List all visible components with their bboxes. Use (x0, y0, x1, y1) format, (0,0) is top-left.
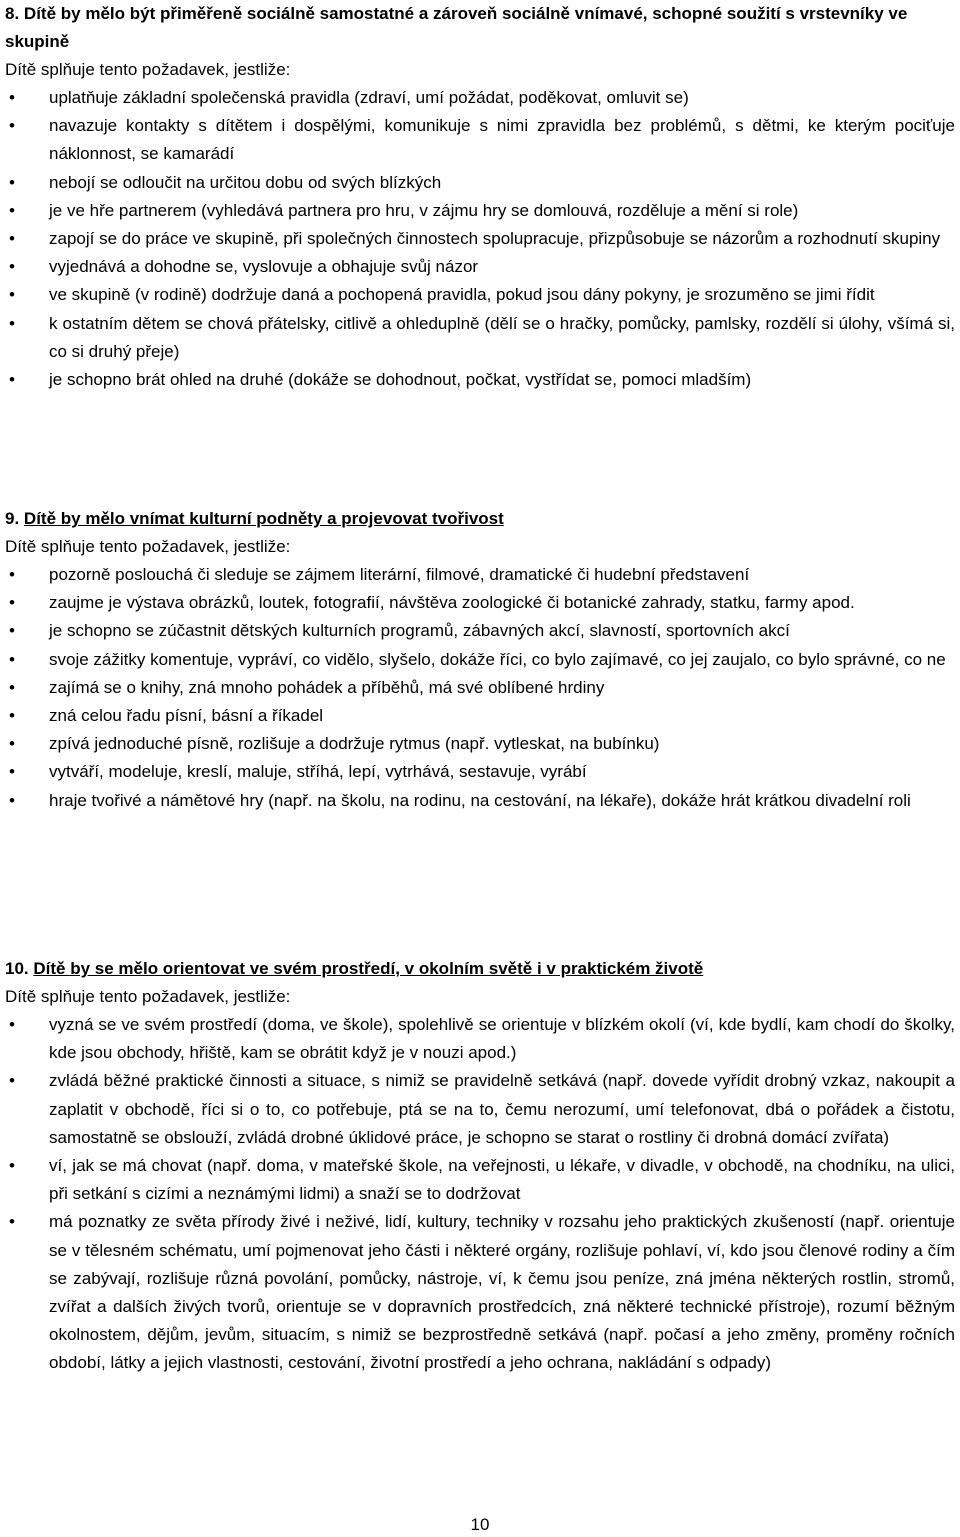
section-8 (5, 0, 955, 394)
list-item-text: zpívá jednoduché písně, rozlišuje a dodržuje rytmus (např. vytleskat, na bubínku) (49, 734, 660, 754)
list-item (5, 617, 955, 645)
list-item-text: vytváří, modeluje, kreslí, maluje, stříhá, lepí, vytrhává, sestavuje, vyrábí (49, 762, 587, 782)
list-item (5, 646, 955, 674)
bullet-icon: • (9, 1212, 15, 1232)
list-item (5, 281, 955, 309)
section-number: 10. (5, 959, 29, 978)
section-heading (5, 0, 955, 56)
list-item (5, 1011, 955, 1067)
section-9 (5, 505, 955, 815)
section-title: Dítě by mělo vnímat kulturní podněty a projevovat tvořivost (23, 509, 504, 528)
list-item (5, 84, 955, 112)
section-title: Dítě by se mělo orientovat ve svém prostředí, v okolním světě i v praktickém životě (33, 959, 704, 978)
list-item (5, 253, 955, 281)
list-item-text: je ve hře partnerem (vyhledává partnera pro hru, v zájmu hry se domlouvá, rozděluje a mění si role) (49, 200, 799, 220)
list-item (5, 225, 955, 253)
section-heading (5, 505, 955, 533)
list-item (5, 758, 955, 786)
bullet-icon: • (9, 593, 15, 613)
section-title: Dítě by mělo být přiměřeně sociálně samostatné a zároveň sociálně vnímavé, schopné soužití s vrstevníky ve skupině (5, 4, 908, 51)
list-item-text: ví, jak se má chovat (např. doma, v mateřské škole, na veřejnosti, u lékaře, v divadle, v obchodě, na chodníku, na ulici, při setkání s cizími a neznámými lidmi) a snaží se to dodržovat (49, 1156, 955, 1204)
list-item-text: zaujme je výstava obrázků, loutek, fotografií, návštěva zoologické či botanické zahrady, statku, farmy apod. (49, 593, 855, 613)
bullet-icon: • (9, 370, 15, 390)
bullet-icon: • (9, 677, 15, 697)
bullet-icon: • (9, 313, 15, 333)
list-item (5, 169, 955, 197)
bullet-icon: • (9, 762, 15, 782)
requirement-list (5, 561, 955, 815)
list-item (5, 1152, 955, 1208)
bullet-icon: • (9, 790, 15, 810)
list-item-text: svoje zážitky komentuje, vypráví, co vidělo, slyšelo, dokáže říci, co bylo zajímavé, co jej zaujalo, co bylo správné, co ne (49, 649, 946, 669)
bullet-icon: • (9, 116, 15, 136)
list-item (5, 787, 955, 815)
page-number: 10 (470, 1515, 490, 1534)
bullet-icon: • (9, 1015, 15, 1034)
list-item-text: vyjednává a dohodne se, vyslovuje a obhajuje svůj názor (49, 257, 479, 277)
section-intro: Dítě splňuje tento požadavek, jestliže: (5, 537, 291, 556)
list-item (5, 561, 955, 589)
bullet-icon: • (9, 172, 15, 192)
list-item (5, 1208, 955, 1377)
bullet-icon: • (9, 734, 15, 754)
section-number: 8. (5, 4, 20, 23)
list-item-text: ve skupině (v rodině) dodržuje daná a pochopená pravidla, pokud jsou dány pokyny, je srozuměno se jimi řídit (49, 285, 875, 305)
list-item (5, 197, 955, 225)
list-item-text: je schopno se zúčastnit dětských kulturních programů, zábavných akcí, slavností, sportovních akcí (49, 621, 790, 641)
bullet-icon: • (9, 200, 15, 220)
list-item (5, 310, 955, 366)
bullet-icon: • (9, 1071, 15, 1091)
list-item-text: uplatňuje základní společenská pravidla (zdraví, umí požádat, poděkovat, omluvit se) (49, 88, 689, 107)
list-item (5, 730, 955, 758)
bullet-icon: • (9, 565, 15, 584)
section-heading (5, 955, 955, 983)
list-item (5, 674, 955, 702)
requirement-list (5, 1011, 955, 1378)
bullet-icon: • (9, 88, 15, 107)
list-item-text: je schopno brát ohled na druhé (dokáže se dohodnout, počkat, vystřídat se, pomoci mladším) (49, 370, 752, 390)
bullet-icon: • (9, 257, 15, 277)
list-item (5, 589, 955, 617)
list-item-text: zvládá běžné praktické činnosti a situace, s nimiž se pravidelně setkává (např. dovede vyřídit drobný vzkaz, nakoupit a zaplatit v obchodě, říci si o to, co potřebuje, ptá se na to, čemu nerozumí, umí telefonovat, dbá o pořádek a čistotu, samostatně se obslouží, zvládá drobné úklidové práce, je schopno se starat o rostliny či drobná domácí zvířata) (49, 1071, 955, 1147)
requirement-list (5, 84, 955, 394)
list-item (5, 112, 955, 168)
bullet-icon: • (9, 229, 15, 249)
list-item (5, 702, 955, 730)
list-item (5, 1067, 955, 1152)
list-item-text: má poznatky ze světa přírody živé i neživé, lidí, kultury, techniky v rozsahu jeho praktických zkušeností (např. orientuje se v tělesném schématu, umí pojmenovat jeho části i některé orgány, rozlišuje pohlaví, ví, kdo jsou členové rodiny a čím se zabývají, rozlišuje různá povolání, pomůcky, nástroje, ví, k čemu jsou peníze, zná jména některých rostlin, stromů, zvířat a dalších živých tvorů, orientuje se v dopravních prostředcích, zná některé technické přístroje), rozumí běžným okolnostem, dějům, jevům, situacím, s nimiž se bezprostředně setkává (např. počasí a jeho změny, proměny ročních období, látky a jejich vlastnosti, cestování, životní prostředí a jeho ochrana, nakládání s odpady) (49, 1212, 955, 1373)
section-10 (5, 955, 955, 1378)
list-item-text: navazuje kontakty s dítětem i dospělými, komunikuje s nimi zpravidla bez problémů, s dětmi, ke kterým pociťuje náklonnost, se kamarádí (49, 116, 955, 164)
bullet-icon: • (9, 649, 15, 669)
list-item-text: zapojí se do práce ve skupině, při společných činnostech spolupracuje, přizpůsobuje se názorům a rozhodnutí skupiny (49, 229, 941, 249)
list-item-text: zajímá se o knihy, zná mnoho pohádek a příběhů, má své oblíbené hrdiny (49, 677, 605, 697)
list-item-text: vyzná se ve svém prostředí (doma, ve škole), spolehlivě se orientuje v blízkém okolí (ví, kde bydlí, kam chodí do školky, kde jsou obchody, hřiště, kam se obrátit když je v nouzi apod.) (49, 1015, 955, 1063)
section-number: 9. (5, 509, 20, 528)
list-item-text: zná celou řadu písní, básní a říkadel (49, 706, 324, 726)
bullet-icon: • (9, 285, 15, 305)
list-item (5, 366, 955, 394)
section-intro: Dítě splňuje tento požadavek, jestliže: (5, 60, 291, 79)
list-item-text: hraje tvořivé a námětové hry (např. na školu, na rodinu, na cestování, na lékaře), dokáže hrát krátkou divadelní roli (49, 790, 911, 810)
list-item-text: k ostatním dětem se chová přátelsky, citlivě a ohleduplně (dělí se o hračky, pomůcky, pamlsky, rozdělí si úlohy, všímá si, co si druhý přeje) (49, 313, 955, 361)
bullet-icon: • (9, 706, 15, 726)
section-intro: Dítě splňuje tento požadavek, jestliže: (5, 987, 291, 1006)
bullet-icon: • (9, 1156, 15, 1176)
list-item-text: nebojí se odloučit na určitou dobu od svých blízkých (49, 172, 442, 192)
list-item-text: pozorně poslouchá či sleduje se zájmem literární, filmové, dramatické či hudební představení (49, 565, 750, 584)
bullet-icon: • (9, 621, 15, 641)
